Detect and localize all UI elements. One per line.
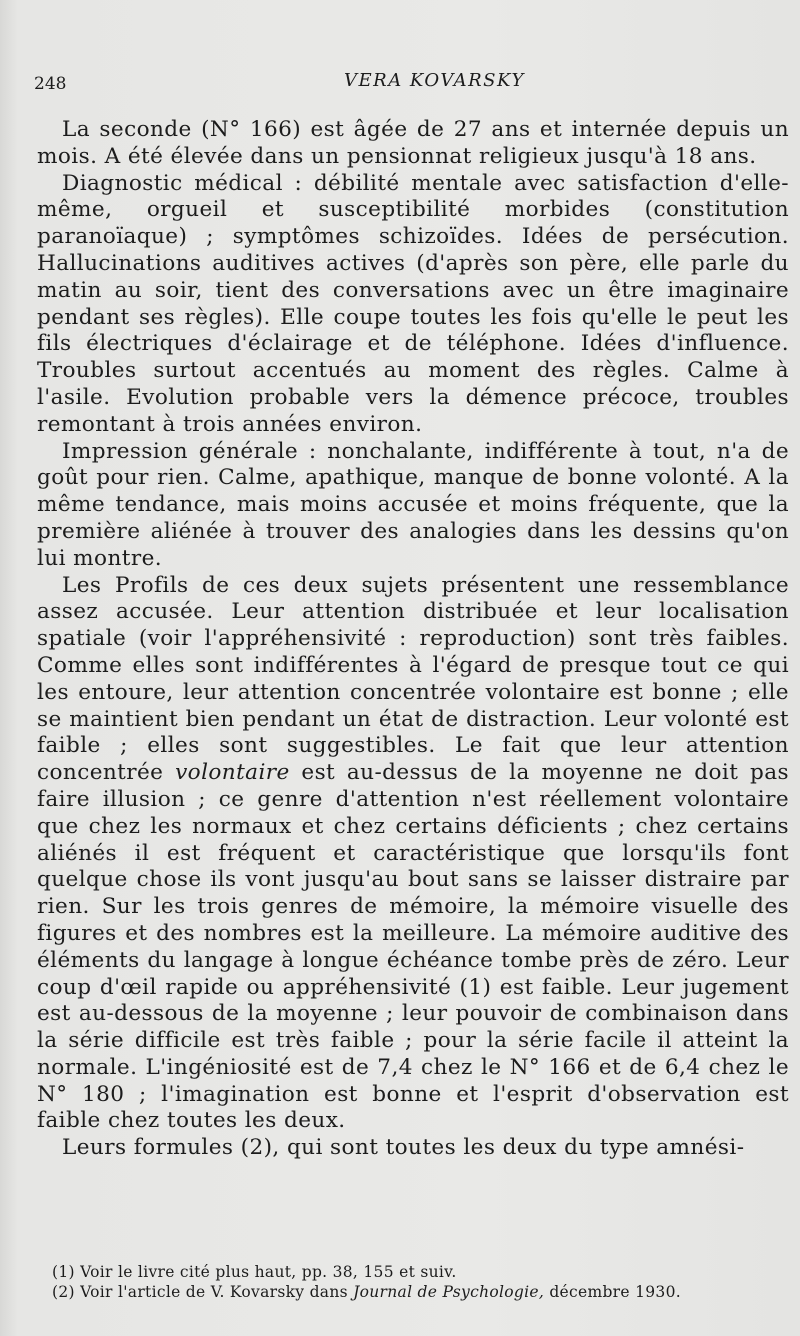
paragraph-formules: Leurs formules (2), qui sont toutes les deux du type amnési-	[62, 1135, 745, 1161]
journal-title: Journal de Psychologie,	[353, 1283, 545, 1301]
footnote-2	[52, 1282, 772, 1302]
emphasis-volontaire: volontaire	[175, 760, 290, 786]
paragraph-patient-166: La seconde (N° 166) est âgée de 27 ans et internée depuis un mois. A été élevée dans un pensionnat religieux jusqu'à 18 ans.	[37, 117, 789, 169]
page-number: 248	[34, 74, 67, 94]
paragraph-diagnosis: Diagnostic médical : débilité mentale avec satisfaction d'elle-même, orgueil et susceptibilité morbides (constitution paranoïaque) ; symptômes schizoïdes. Idées de persécution. Hallucinations auditives actives (d'après son père, elle parle du matin au soir, tient des conversations avec un être imaginaire pendant ses règles). Elle coupe toutes les fois qu'elle le peut les fils électriques d'éclairage et de téléphone. Idées d'influence. Troubles surtout accentués au moment des règles. Calme à l'asile. Evolution probable vers la démence précoce, troubles remontant à trois années environ.	[37, 170, 789, 437]
profiles-text-end: est au-dessus de la moyenne ne doit pas faire illusion ; ce genre d'attention n'est réellement volontaire que chez les normaux et chez certains déficients ; chez certains aliénés il est fréquent et caractéristique que lorsqu'ils font quelque chose ils vont jusqu'au bout sans se laisser distraire par rien. Sur les trois genres de mémoire, la mémoire visuelle des figures et des nombres est la meilleure. La mémoire auditive des éléments du langage à longue échéance tombe près de zéro. Leur coup d'œil rapide ou appréhensivité (1) est faible. Leur jugement est au-dessous de la moyenne ; leur pouvoir de combinaison dans la série difficile est très faible ; pour la série facile il atteint la normale. L'ingéniosité est de 7,4 chez le N° 166 et de 6,4 chez le N° 180 ; l'imagination est bonne et l'esprit d'observation est faible chez toutes les deux.	[37, 760, 789, 1134]
footnotes	[52, 1262, 772, 1302]
body-text	[37, 117, 789, 1162]
page-header	[34, 70, 774, 100]
footnote-1: (1) Voir le livre cité plus haut, pp. 38, 155 et suiv.	[52, 1263, 457, 1281]
footnote-2-date: décembre 1930.	[549, 1283, 681, 1301]
paragraph-impression: Impression générale : nonchalante, indifférente à tout, n'a de goût pour rien. Calme, apathique, manque de bonne volonté. A la même tendance, mais moins accusée et moins fréquente, que la première aliénée à trouver des analogies dans les dessins qu'on lui montre.	[37, 438, 789, 571]
profiles-text-start: Les Profils de ces deux sujets présentent une ressemblance assez accusée. Leur attention distribuée et leur localisation spatiale (voir l'appréhensivité : reproduction) sont très faibles. Comme elles sont indifférentes à l'égard de presque tout ce qui les entoure, leur attention concentrée volontaire est bonne ; elle se maintient bien pendant un état de distraction. Leur volonté est faible ; elles sont suggestibles. Le fait que leur attention concentrée	[37, 572, 789, 786]
footnote-2-text: (2) Voir l'article de V. Kovarsky dans	[52, 1283, 348, 1301]
paragraph-profiles	[37, 573, 789, 1136]
running-head: VERA KOVARSKY	[344, 70, 525, 91]
